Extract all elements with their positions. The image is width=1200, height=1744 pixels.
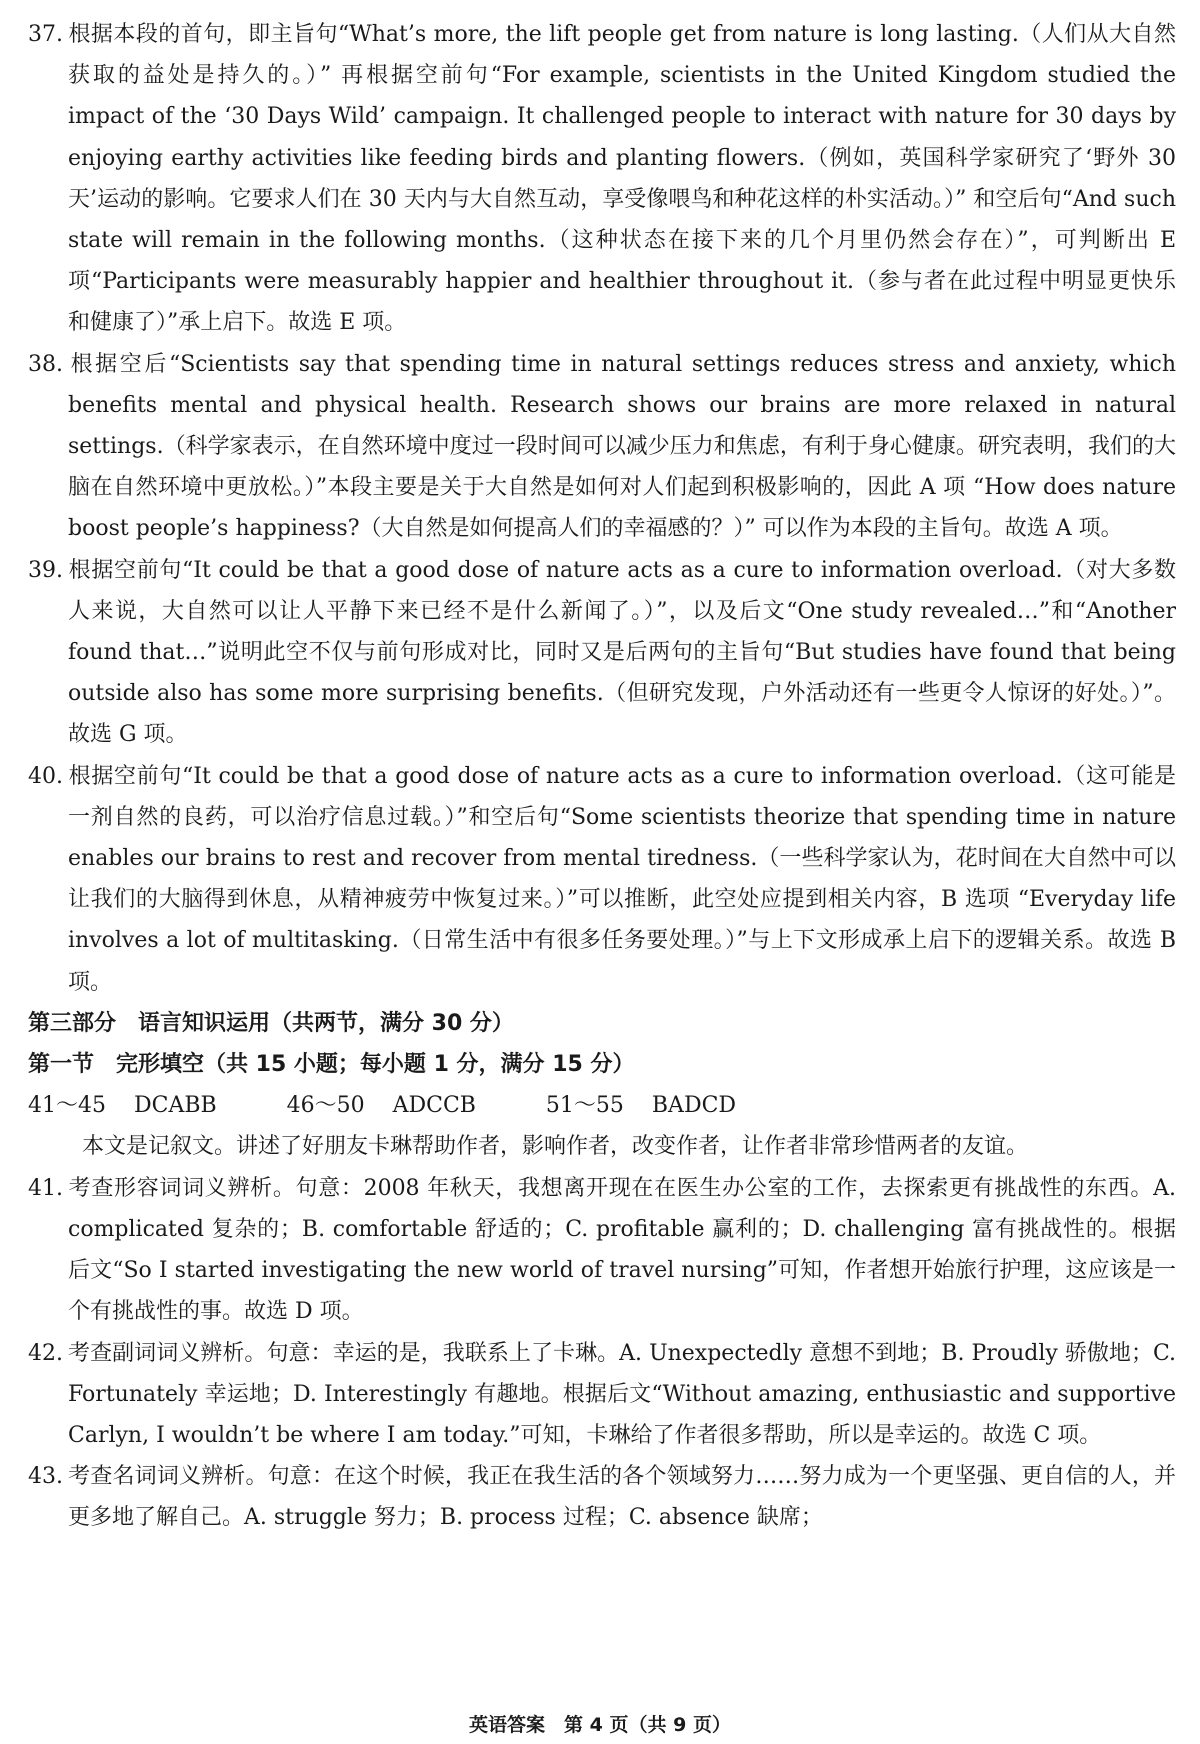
- item-number: 42.: [28, 1340, 63, 1366]
- item-number: 40.: [28, 763, 63, 789]
- item-explanation: 考查副词词义辨析。句意：幸运的是，我联系上了卡琳。A. Unexpectedly 意想不到地；B. Proudly 骄傲地；C. Fortunately 幸运地；D. Interestingly 有趣地。根据后文“Without amazing, enthusiastic and supportive Carlyn, I wouldn’t be where I am today.”可知，卡琳给了作者很多帮助，所以是幸运的。故选 C 项。: [68, 1340, 1176, 1448]
- item-explanation: 考查名词词义辨析。句意：在这个时候，我正在我生活的各个领域努力……努力成为一个更坚强、更自信的人，并更多地了解自己。A. struggle 努力；B. process 过程；C. absence 缺席；: [68, 1464, 1176, 1531]
- subsection-heading: 第一节 完形填空（共 15 小题；每小题 1 分，满分 15 分）: [28, 1052, 635, 1078]
- item-number: 37.: [28, 22, 63, 47]
- item-explanation: 根据空前句“It could be that a good dose of nature acts as a cure to information overload.（对大多数人来说，大自然可以让人平静下来已经不是什么新闻了。）”，以及后文“One study revealed…”和“Another found that…”说明此空不仅与前句形成对比，同时又是后两句的主旨句“But studies have found that being outside also has some more surprising benefits.（但研究发现，户外活动还有一些更令人惊讶的好处。）”。故选 G 项。: [68, 557, 1176, 748]
- item-number: 38.: [28, 351, 63, 377]
- answer-key-row: [28, 1085, 1176, 1126]
- item-number: 41.: [28, 1175, 63, 1201]
- item-explanation: 根据空后“Scientists say that spending time in natural settings reduces stress and anxiety, which benefits mental and physical health. Research shows our brains are more relaxed in natural settings.（科学家表示，在自然环境中度过一段时间可以减少压力和焦虑，有利于身心健康。研究表明，我们的大脑在自然环境中更放松。）”本段主要是关于大自然是如何对人们起到积极影响的，因此 A 项 “How does nature boost people’s happiness?（大自然是如何提高人们的幸福感的？）” 可以作为本段的主旨句。故选 A 项。: [68, 351, 1176, 542]
- section-heading: 第三部分 语言知识运用（共两节，满分 30 分）: [28, 1010, 514, 1036]
- answer-40: [28, 756, 1176, 1003]
- page-footer: 英语答案 第 4 页（共 9 页）: [469, 1714, 731, 1736]
- item-number: 39.: [28, 557, 63, 583]
- item-explanation: 根据空前句“It could be that a good dose of nature acts as a cure to information overload.（这可能是一剂自然的良药，可以治疗信息过载。）”和空后句“Some scientists theorize that spending time in nature enables our brains to rest and recover from mental tiredness.（一些科学家认为，花时间在大自然中可以让我们的大脑得到休息，从精神疲劳中恢复过来。）”可以推断，此空处应提到相关内容，B 选项 “Everyday life involves a lot of multitasking.（日常生活中有很多任务要处理。）”与上下文形成承上启下的逻辑关系。故选 B 项。: [68, 763, 1176, 995]
- answer-document: [28, 14, 1176, 1539]
- item-explanation: 根据本段的首句，即主旨句“What’s more, the lift people get from nature is long lasting.（人们从大自然获取的益处是持久的。）” 再根据空前句“For example, scientists in the United Kingdom studied the impact of the ‘30 Days Wild’ campaign. It challenged people to interact with nature for 30 days by enjoying earthy activities like feeding birds and planting flowers.（例如，英国科学家研究了‘野外 30 天’运动的影响。它要求人们在 30 天内与大自然互动，享受像喂鸟和种花这样的朴实活动。）” 和空后句“And such state will remain in the following months.（这种状态在接下来的几个月里仍然会存在）”，可判断出 E 项“Participants were measurably happier and healthier throughout it.（参与者在此过程中明显更快乐和健康了）”承上启下。故选 E 项。: [68, 22, 1176, 336]
- answer-letters: BADCD: [651, 1093, 737, 1119]
- answer-43: [28, 1456, 1176, 1538]
- answer-range: 41～45: [28, 1093, 106, 1119]
- passage-summary: 本文是记叙文。讲述了好朋友卡琳帮助作者，影响作者，改变作者，让作者非常珍惜两者的友谊。: [82, 1134, 1029, 1160]
- item-explanation: 考查形容词词义辨析。句意：2008 年秋天，我想离开现在在医生办公室的工作，去探索更有挑战性的东西。A. complicated 复杂的；B. comfortable 舒适的；C. profitable 赢利的；D. challenging 富有挑战性的。根据后文“So I started investigating the new world of travel nursing”可知，作者想开始旅行护理，这应该是一个有挑战性的事。故选 D 项。: [68, 1175, 1176, 1325]
- answer-letters: ADCCB: [392, 1093, 476, 1119]
- answer-letters: DCABB: [133, 1093, 217, 1119]
- answer-38: [28, 344, 1176, 550]
- item-number: 43.: [28, 1464, 63, 1490]
- answer-37: [28, 14, 1176, 344]
- answer-42: [28, 1333, 1176, 1457]
- answer-range: 46～50: [286, 1093, 365, 1119]
- answer-range: 51～55: [545, 1093, 624, 1119]
- answer-39: [28, 550, 1176, 756]
- answer-41: [28, 1168, 1176, 1333]
